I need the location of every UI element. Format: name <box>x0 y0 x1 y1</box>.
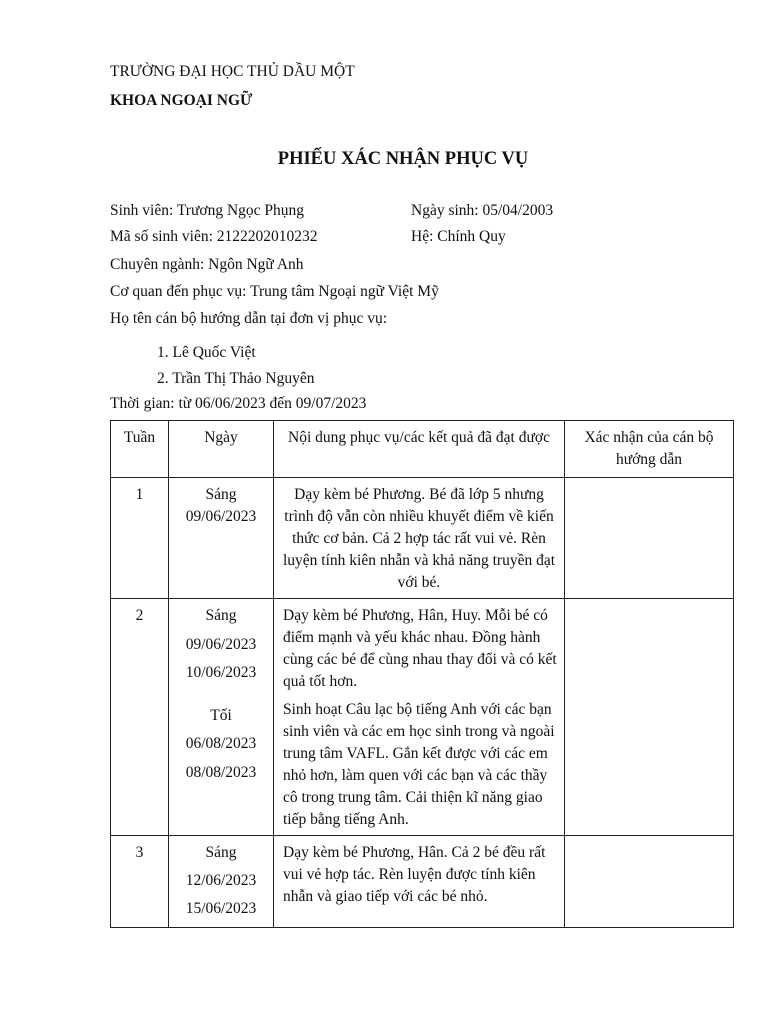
university-name: TRƯỜNG ĐẠI HỌC THỦ DẦU MỘT <box>110 63 355 80</box>
student-name: Sinh viên: Trương Ngọc Phụng <box>110 202 305 219</box>
major: Chuyên ngành: Ngôn Ngữ Anh <box>110 256 304 273</box>
page-title: PHIẾU XÁC NHẬN PHỤC VỤ <box>277 149 529 169</box>
date-line: Tối <box>210 706 232 724</box>
service-agency: Cơ quan đến phục vụ: Trung tâm Ngoại ngữ Việt Mỹ <box>110 283 439 300</box>
table-row <box>111 478 734 599</box>
header-week: Tuần <box>111 421 169 478</box>
header-date: Ngày <box>169 421 274 478</box>
content-cell <box>274 599 565 836</box>
header-content: Nội dung phục vụ/các kết quả đã đạt được <box>274 421 565 478</box>
confirmation-cell <box>565 478 734 599</box>
confirmation-cell <box>565 836 734 928</box>
date-line: Sáng <box>205 844 237 861</box>
week-cell: 2 <box>111 599 169 836</box>
header-confirmation: Xác nhận của cán bộ hướng dẫn <box>565 421 734 478</box>
date-line: 06/08/2023 <box>185 735 257 752</box>
content-cell <box>274 836 565 928</box>
week-cell: 1 <box>111 478 169 599</box>
content-paragraph: Dạy kèm bé Phương, Hân. Cả 2 bé đều rất vui vẻ hợp tác. Rèn luyện được tính kiên nhẫn và giao tiếp với các bé nhỏ. <box>283 844 546 905</box>
date-line: Sáng <box>205 607 237 624</box>
date-line: 09/06/2023 <box>185 508 257 525</box>
date-line: 10/06/2023 <box>185 664 257 681</box>
program-type: Hệ: Chính Quy <box>411 228 506 245</box>
supervisor-label: Họ tên cán bộ hướng dẫn tại đơn vị phục vụ: <box>110 310 388 327</box>
date-cell <box>169 836 274 928</box>
date-line: 08/08/2023 <box>185 763 257 781</box>
date-cell <box>169 599 274 836</box>
date-line: 15/06/2023 <box>185 900 257 917</box>
date-line: Sáng <box>205 486 237 503</box>
content-paragraph: Dạy kèm bé Phương, Hân, Huy. Mỗi bé có điểm mạnh và yếu khác nhau. Đồng hành cùng các bé để cùng nhau thay đổi và có kết quả tốt hơn. <box>283 607 557 690</box>
date-line <box>174 688 268 702</box>
date-of-birth: Ngày sinh: 05/04/2003 <box>411 202 554 219</box>
confirmation-cell <box>565 599 734 836</box>
content-cell <box>274 478 565 599</box>
content-paragraph: Sinh hoạt Câu lạc bộ tiếng Anh với các bạn sinh viên và các em học sinh trong và ngoài trung tâm VAFL. Gắn kết được với các em nhỏ hơn, làm quen với các bạn và các thầy cô trong trung tâm. Cải thiện kĩ năng giao tiếp bằng tiếng Anh. <box>283 701 555 828</box>
date-line: 12/06/2023 <box>185 872 257 889</box>
table-header-row <box>111 421 734 478</box>
week-cell: 3 <box>111 836 169 928</box>
supervisor-item-1: 1. Lê Quốc Việt <box>157 344 256 361</box>
date-line: 09/06/2023 <box>185 635 257 653</box>
student-id: Mã số sinh viên: 2122202010232 <box>110 228 318 245</box>
service-table <box>110 420 734 928</box>
supervisor-item-2: 2. Trần Thị Thảo Nguyên <box>157 370 315 387</box>
service-period: Thời gian: từ 06/06/2023 đến 09/07/2023 <box>110 395 367 412</box>
date-cell <box>169 478 274 599</box>
faculty-name: KHOA NGOẠI NGỮ <box>110 92 253 109</box>
content-paragraph: Dạy kèm bé Phương. Bé đã lớp 5 nhưng trình độ vẫn còn nhiều khuyết điểm về kiến thức cơ bản. Cả 2 hợp tác rất vui vẻ. Rèn luyện tính kiên nhẫn và khả năng truyền đạt với bé. <box>282 486 556 591</box>
table-row <box>111 836 734 928</box>
table-row <box>111 599 734 836</box>
